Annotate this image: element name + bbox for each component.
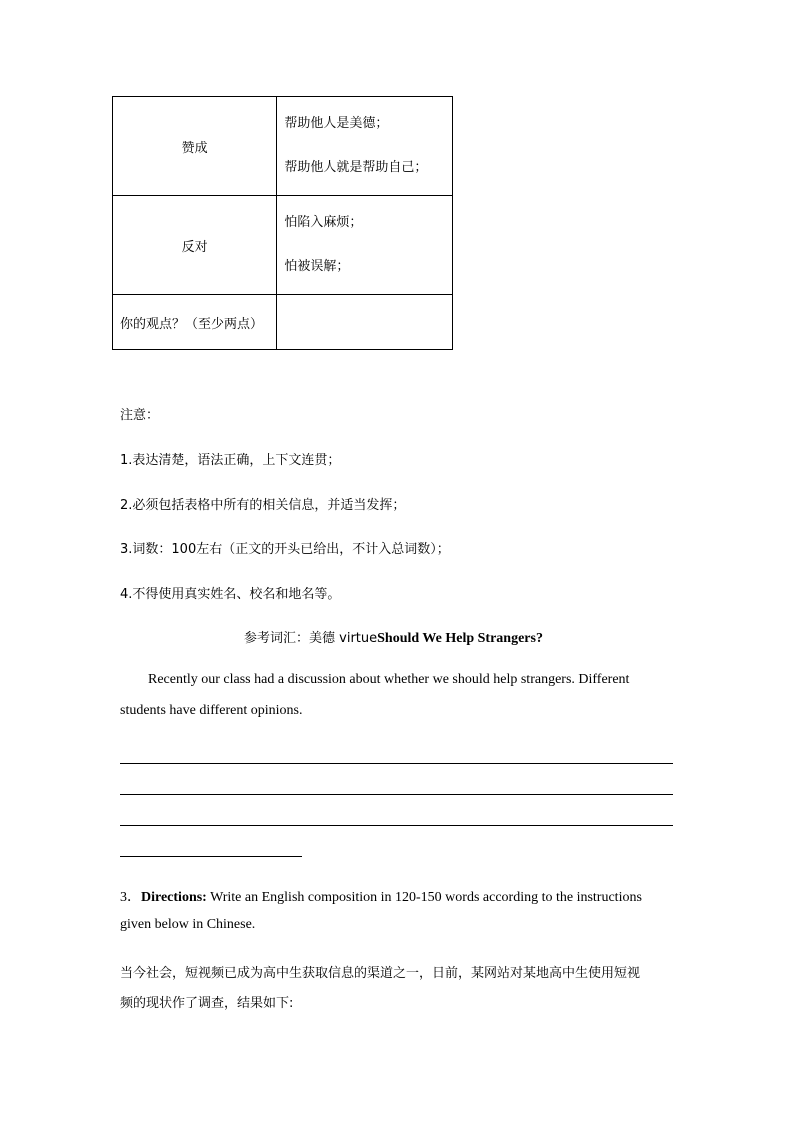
note-item: 2.必须包括表格中所有的相关信息，并适当发挥； [120, 498, 406, 513]
row-points [277, 196, 453, 295]
question-cn-text: 当今社会，短视频已成为高中生获取信息的渠道之一，日前，某网站对某地高中生使用短视 [120, 966, 641, 981]
directions-text: given below in Chinese. [120, 917, 256, 932]
point-text: 帮助他人是美德； [284, 116, 389, 131]
question-number: 3． [120, 890, 141, 905]
point-text: 怕被误解； [284, 259, 350, 274]
writing-line[interactable] [120, 825, 673, 826]
table-row [113, 196, 453, 295]
vocab-text: 参考词汇：美德 virtue [244, 631, 378, 646]
note-item: 1.表达清楚，语法正确，上下文连贯； [120, 453, 341, 468]
point-text: 怕陷入麻烦； [284, 215, 363, 230]
directions-label: Directions: [141, 890, 207, 905]
directions-text: Write an English composition in 120-150 words according to the instructions [206, 890, 642, 905]
essay-start-line: Recently our class had a discussion about whether we should help strangers. Different [148, 672, 630, 687]
label-text: 反对 [181, 239, 208, 255]
label-text: 赞成 [181, 140, 208, 156]
row-label [113, 295, 277, 350]
row-label [113, 97, 277, 196]
note-item: 3.词数：100左右（正文的开头已给出，不计入总词数）； [120, 542, 450, 557]
question-directions-line [120, 886, 642, 906]
label-text: 你的观点？（至少两点） [120, 316, 264, 332]
notes-heading: 注意： [120, 408, 160, 423]
writing-line[interactable] [120, 794, 673, 795]
row-label [113, 196, 277, 295]
reference-line [244, 627, 543, 647]
row-points [277, 97, 453, 196]
essay-start-line: students have different opinions. [120, 703, 303, 718]
table-row [113, 295, 453, 350]
table-row [113, 97, 453, 196]
row-points-empty [277, 295, 453, 350]
note-item: 4.不得使用真实姓名、校名和地名等。 [120, 587, 341, 602]
opinion-table [112, 96, 453, 350]
essay-title: Should We Help Strangers? [377, 631, 543, 646]
writing-line[interactable] [120, 763, 673, 764]
question-cn-text: 频的现状作了调查，结果如下: [120, 996, 294, 1011]
point-text: 帮助他人就是帮助自己； [284, 160, 428, 175]
writing-line[interactable] [120, 856, 302, 857]
